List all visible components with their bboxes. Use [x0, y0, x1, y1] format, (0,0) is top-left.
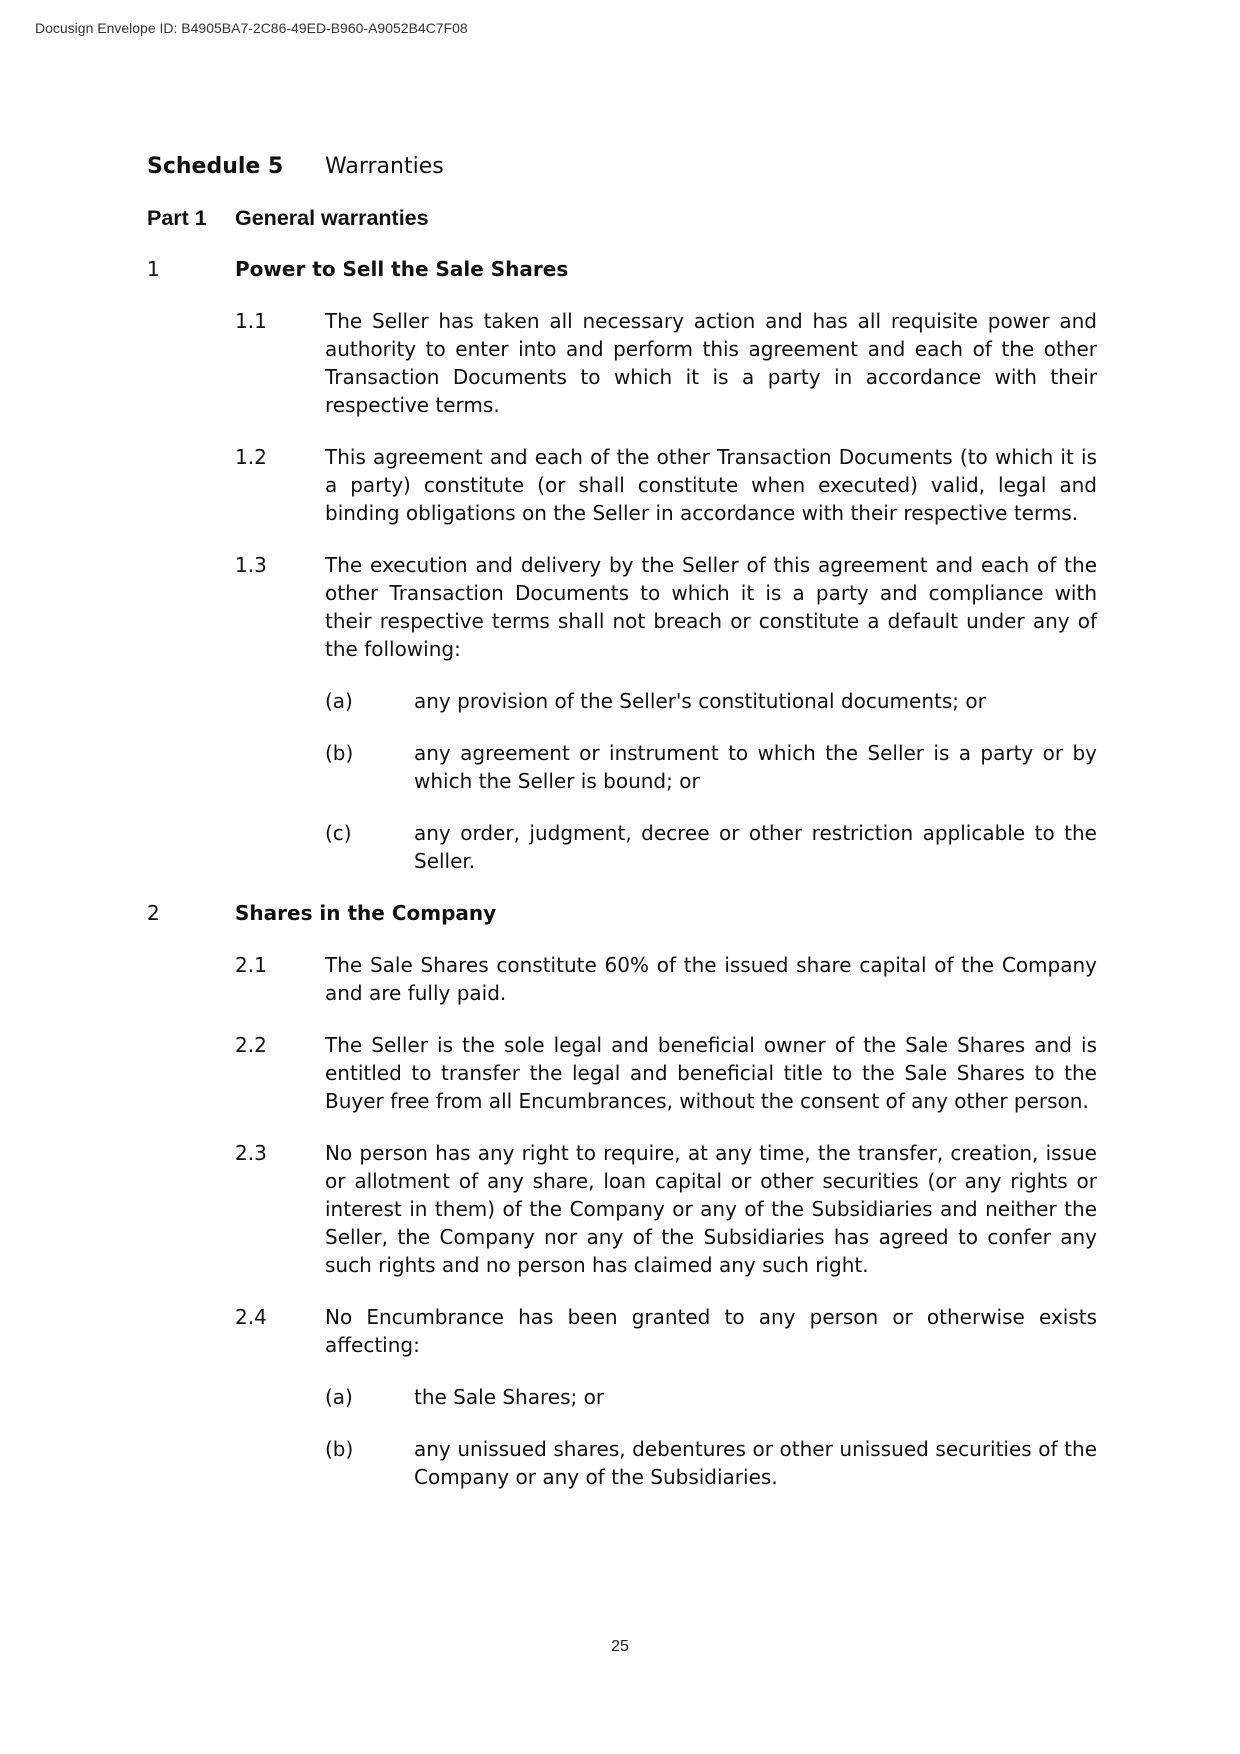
clause-text: The Seller has taken all necessary action and has all requisite power and authority to enter into and perform this agreement and each of the other Transaction Documents to which it is a party in accordance with their respective terms.: [325, 309, 1097, 417]
sub-clause-number: (b): [325, 741, 354, 765]
clause: [147, 1031, 1097, 1115]
section-heading: [147, 255, 1097, 283]
sub-clause-text: the Sale Shares; or: [414, 1385, 605, 1409]
section-title: Shares in the Company: [235, 901, 497, 925]
clause-number: 2.2: [235, 1033, 267, 1057]
sub-clause: [147, 1383, 1097, 1411]
clause: [147, 951, 1097, 1007]
section-number: 1: [147, 257, 160, 281]
docusign-envelope-id: Docusign Envelope ID: B4905BA7-2C86-49ED-B960-A9052B4C7F08: [35, 20, 468, 36]
sub-clause-text: any unissued shares, debentures or other unissued securities of the Company or any of the Subsidiaries.: [414, 1437, 1097, 1489]
clause-text: The execution and delivery by the Seller of this agreement and each of the other Transaction Documents to which it is a party and compliance with their respective terms shall not breach or constitute a default under any of the following:: [325, 553, 1097, 661]
sub-clause-text: any agreement or instrument to which the Seller is a party or by which the Seller is bound; or: [414, 741, 1097, 793]
section-title: Power to Sell the Sale Shares: [235, 257, 569, 281]
sub-clause: [147, 687, 1097, 715]
clause-text: The Sale Shares constitute 60% of the issued share capital of the Company and are fully paid.: [325, 953, 1097, 1005]
schedule-heading: [147, 152, 1097, 182]
part-heading: [147, 203, 1097, 233]
section-heading: [147, 899, 1097, 927]
schedule-title: Warranties: [325, 154, 444, 179]
sub-clause-number: (a): [325, 689, 353, 713]
sub-clause: [147, 819, 1097, 875]
clause: [147, 1303, 1097, 1359]
sub-clause: [147, 739, 1097, 795]
part-title: General warranties: [235, 206, 429, 230]
clause-number: 2.4: [235, 1305, 267, 1329]
clause: [147, 307, 1097, 419]
clause: [147, 551, 1097, 663]
part-label: Part 1: [147, 206, 207, 230]
document-body: [147, 152, 1097, 1515]
clause-number: 1.3: [235, 553, 267, 577]
schedule-label: Schedule 5: [147, 154, 284, 179]
sub-clause-number: (c): [325, 821, 352, 845]
sub-clause-text: any order, judgment, decree or other restriction applicable to the Seller.: [414, 821, 1097, 873]
sub-clause: [147, 1435, 1097, 1491]
clause-text: The Seller is the sole legal and beneficial owner of the Sale Shares and is entitled to transfer the legal and beneficial title to the Sale Shares to the Buyer free from all Encumbrances, without the consent of any other person.: [325, 1033, 1097, 1113]
clause: [147, 443, 1097, 527]
clause-text: No person has any right to require, at any time, the transfer, creation, issue or allotment of any share, loan capital or other securities (or any rights or interest in them) of the Company or any of the Subsidiaries and neither the Seller, the Company nor any of the Subsidiaries has agreed to confer any such rights and no person has claimed any such right.: [325, 1141, 1097, 1277]
clause-number: 2.1: [235, 953, 267, 977]
section-number: 2: [147, 901, 160, 925]
clause: [147, 1139, 1097, 1279]
sub-clause-text: any provision of the Seller's constitutional documents; or: [414, 689, 986, 713]
clause-number: 1.2: [235, 445, 267, 469]
clause-text: No Encumbrance has been granted to any person or otherwise exists affecting:: [325, 1305, 1097, 1357]
page-number: 25: [611, 1638, 629, 1655]
sub-clause-number: (b): [325, 1437, 354, 1461]
clause-number: 1.1: [235, 309, 267, 333]
sub-clause-number: (a): [325, 1385, 353, 1409]
clause-text: This agreement and each of the other Transaction Documents (to which it is a party) constitute (or shall constitute when executed) valid, legal and binding obligations on the Seller in accordance with their respective terms.: [325, 445, 1097, 525]
clause-number: 2.3: [235, 1141, 267, 1165]
